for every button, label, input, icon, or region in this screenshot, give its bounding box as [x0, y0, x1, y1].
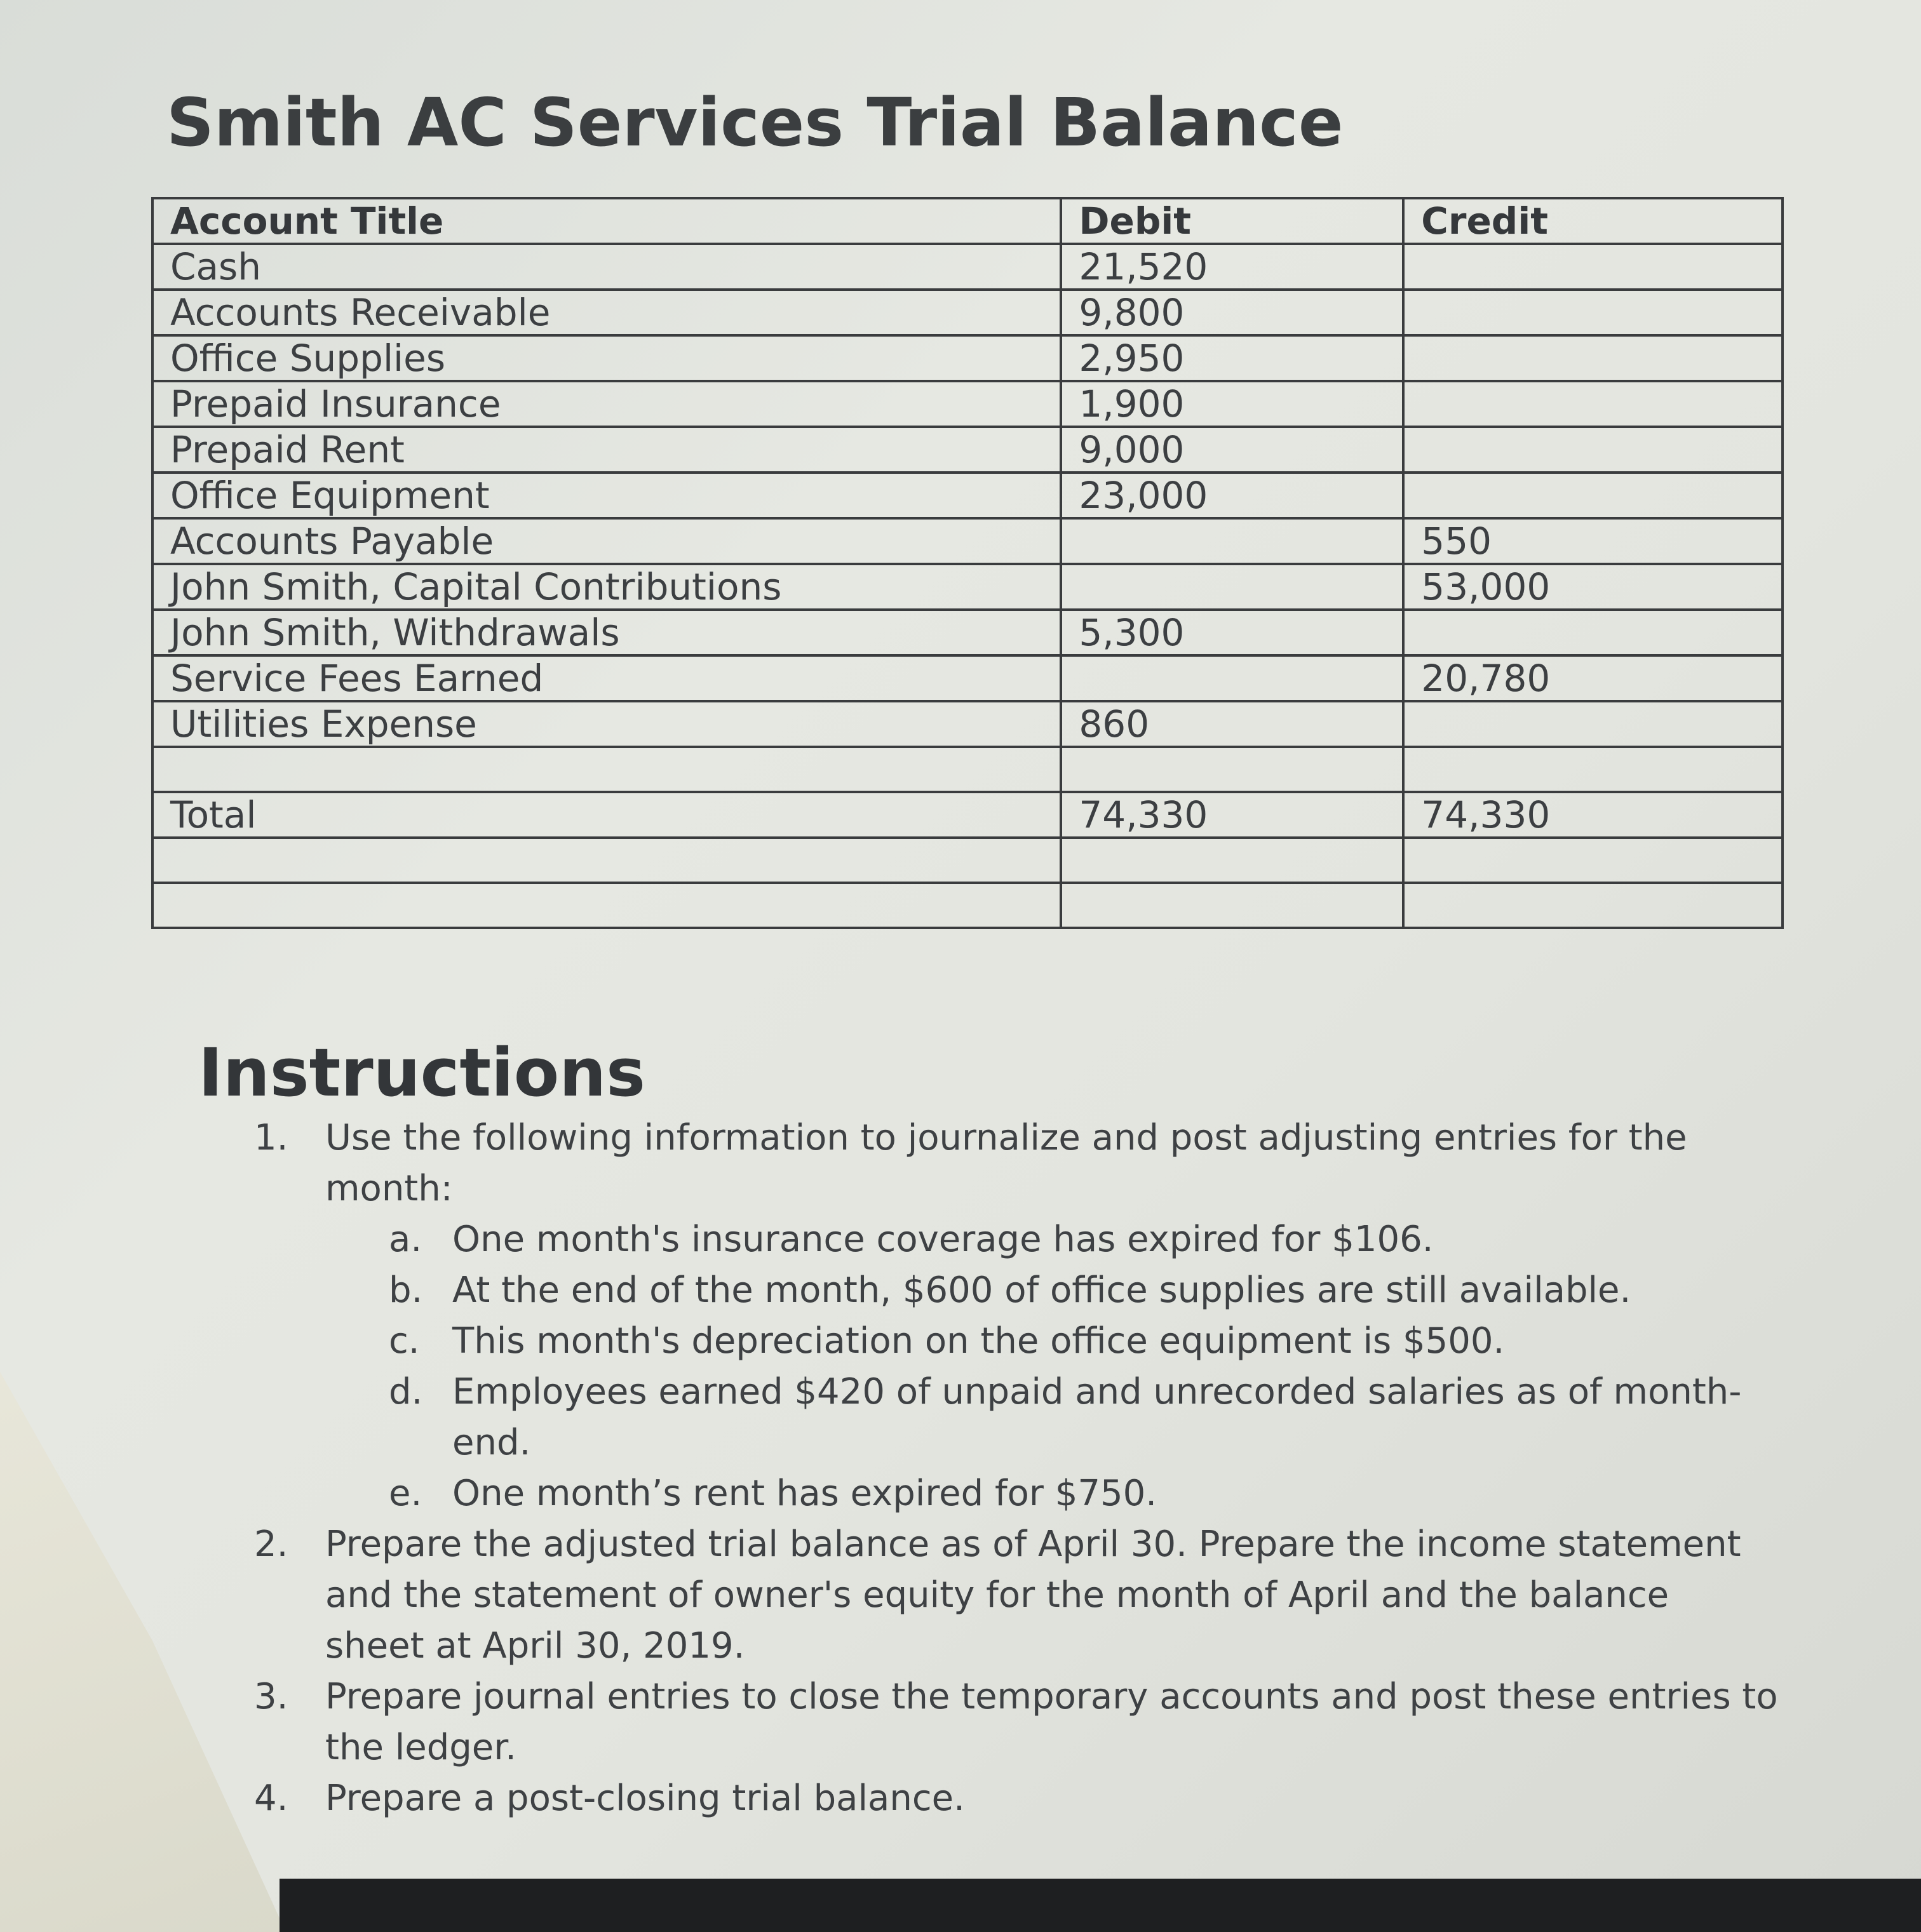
step-number: 3.: [254, 1676, 288, 1717]
cell-account: [152, 747, 1061, 792]
sub-text: At the end of the month, $600 of office supplies are still available.: [452, 1270, 1631, 1311]
sub-letter: c.: [389, 1320, 420, 1362]
cell-credit: [1403, 427, 1783, 473]
table-row: [152, 838, 1783, 883]
cell-debit: 74,330: [1061, 792, 1403, 838]
header-credit: Credit: [1403, 198, 1783, 244]
cell-credit: 74,330: [1403, 792, 1783, 838]
instruction-step: [254, 1672, 1779, 1773]
cell-credit: 53,000: [1403, 564, 1783, 610]
cell-credit: 20,780: [1403, 655, 1783, 701]
sub-instruction: [325, 1367, 1779, 1468]
sub-text: One month’s rent has expired for $750.: [452, 1473, 1157, 1514]
sub-letter: b.: [389, 1270, 423, 1311]
cell-credit: [1403, 335, 1783, 381]
cell-account: Cash: [152, 244, 1061, 290]
cell-account: Accounts Receivable: [152, 290, 1061, 335]
cell-credit: [1403, 747, 1783, 792]
sub-text: Employees earned $420 of unpaid and unrecorded salaries as of month-end.: [452, 1371, 1742, 1463]
table-row: [152, 610, 1783, 655]
instructions-list: [254, 1113, 1779, 1824]
cell-account: [152, 883, 1061, 928]
cell-credit: [1403, 290, 1783, 335]
table-row: [152, 335, 1783, 381]
header-account-title: Account Title: [152, 198, 1061, 244]
cell-account: Prepaid Rent: [152, 427, 1061, 473]
sub-letter: e.: [389, 1473, 422, 1514]
cell-credit: [1403, 244, 1783, 290]
instruction-step: [254, 1113, 1779, 1519]
cell-debit: [1061, 747, 1403, 792]
sub-instruction: [325, 1265, 1779, 1316]
cell-debit: [1061, 883, 1403, 928]
cell-account: Office Supplies: [152, 335, 1061, 381]
sub-instruction: [325, 1316, 1779, 1367]
cell-debit: 9,000: [1061, 427, 1403, 473]
cell-account: Office Equipment: [152, 473, 1061, 518]
table-row: [152, 518, 1783, 564]
table-row: [152, 564, 1783, 610]
table-row: [152, 381, 1783, 427]
cell-account: Total: [152, 792, 1061, 838]
cell-debit: 860: [1061, 701, 1403, 747]
sub-instruction: [325, 1468, 1779, 1519]
sub-text: This month's depreciation on the office equipment is $500.: [452, 1320, 1505, 1362]
cell-debit: [1061, 838, 1403, 883]
header-debit: Debit: [1061, 198, 1403, 244]
cell-debit: 9,800: [1061, 290, 1403, 335]
screen-bottom-bezel: [280, 1879, 1921, 1932]
instructions-heading: Instructions: [198, 1034, 646, 1111]
step-number: 4.: [254, 1778, 288, 1819]
table-row: [152, 655, 1783, 701]
cell-credit: [1403, 381, 1783, 427]
step-number: 2.: [254, 1524, 288, 1565]
step-text: Prepare the adjusted trial balance as of April 30. Prepare the income statement and the statement of owner's equity for the month of April and the balance sheet at April 30, 2019.: [325, 1524, 1741, 1667]
table-body: [152, 244, 1783, 928]
cell-debit: 23,000: [1061, 473, 1403, 518]
step-text: Prepare a post-closing trial balance.: [325, 1778, 965, 1819]
table-row: [152, 244, 1783, 290]
cell-account: John Smith, Capital Contributions: [152, 564, 1061, 610]
step-number: 1.: [254, 1117, 288, 1158]
table-row: [152, 473, 1783, 518]
step-text: Use the following information to journalize and post adjusting entries for the month:: [325, 1117, 1687, 1209]
instruction-step: [254, 1773, 1779, 1824]
cell-account: Prepaid Insurance: [152, 381, 1061, 427]
table-row: [152, 701, 1783, 747]
cell-debit: 1,900: [1061, 381, 1403, 427]
sub-instruction: [325, 1214, 1779, 1265]
cell-credit: [1403, 883, 1783, 928]
cell-debit: [1061, 564, 1403, 610]
cell-credit: 550: [1403, 518, 1783, 564]
sub-text: One month's insurance coverage has expired for $106.: [452, 1219, 1434, 1260]
table-row: [152, 792, 1783, 838]
cell-debit: [1061, 518, 1403, 564]
cell-debit: 21,520: [1061, 244, 1403, 290]
cell-debit: 5,300: [1061, 610, 1403, 655]
cell-credit: [1403, 701, 1783, 747]
table-row: [152, 290, 1783, 335]
table-header-row: [152, 198, 1783, 244]
cell-debit: 2,950: [1061, 335, 1403, 381]
sub-instruction-list: [325, 1214, 1779, 1519]
cell-credit: [1403, 610, 1783, 655]
cell-account: Accounts Payable: [152, 518, 1061, 564]
table-row: [152, 747, 1783, 792]
sub-letter: a.: [389, 1219, 422, 1260]
cell-account: [152, 838, 1061, 883]
cell-account: Service Fees Earned: [152, 655, 1061, 701]
step-text: Prepare journal entries to close the temporary accounts and post these entries to the ledger.: [325, 1676, 1778, 1768]
cell-debit: [1061, 655, 1403, 701]
sub-letter: d.: [389, 1371, 423, 1412]
cell-account: John Smith, Withdrawals: [152, 610, 1061, 655]
table-row: [152, 427, 1783, 473]
cell-credit: [1403, 838, 1783, 883]
table-row: [152, 883, 1783, 928]
instruction-step: [254, 1519, 1779, 1672]
cell-account: Utilities Expense: [152, 701, 1061, 747]
trial-balance-table: [151, 197, 1784, 929]
cell-credit: [1403, 473, 1783, 518]
page-title: Smith AC Services Trial Balance: [166, 84, 1344, 161]
